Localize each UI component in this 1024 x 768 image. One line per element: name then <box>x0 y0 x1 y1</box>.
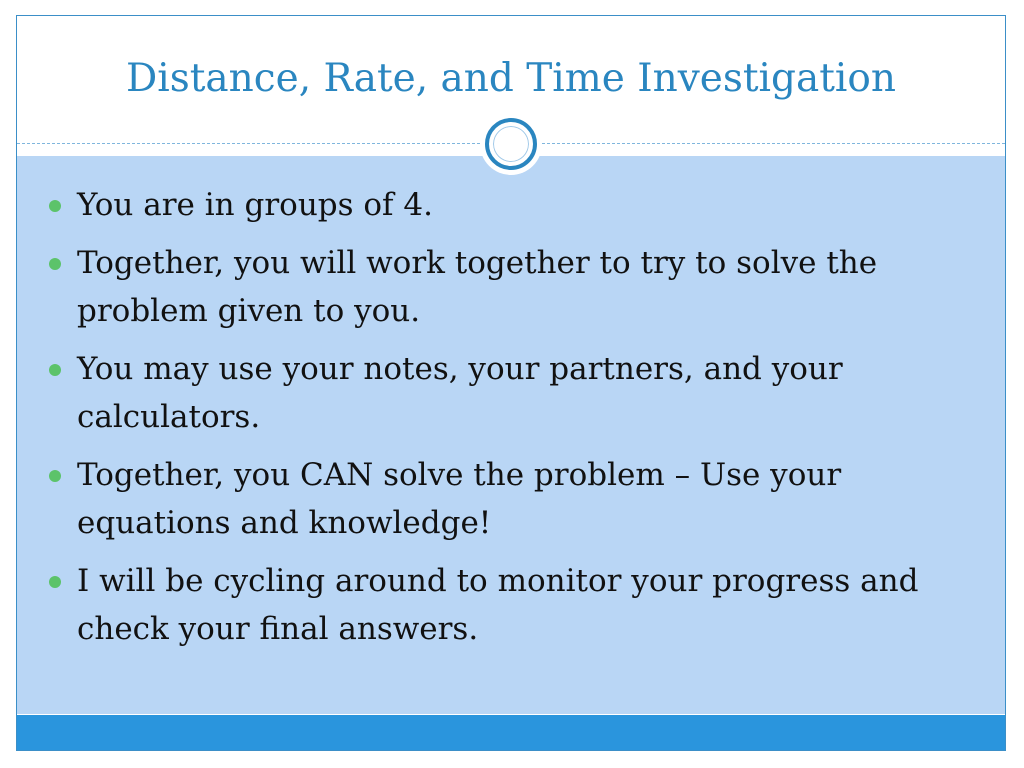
bullet-item <box>47 181 977 229</box>
bullet-item <box>47 239 977 335</box>
slide-title: Distance, Rate, and Time Investigation <box>125 56 896 101</box>
bullet-item <box>47 557 977 653</box>
bullet-item <box>47 451 977 547</box>
bullet-text: I will be cycling around to monitor your progress and check your final answers. <box>77 563 919 647</box>
bullet-item <box>47 345 977 441</box>
bullet-dot-icon <box>49 200 61 212</box>
bullet-dot-icon <box>49 576 61 588</box>
slide <box>16 15 1006 751</box>
footer-bar <box>17 715 1005 751</box>
bullet-text: You are in groups of 4. <box>77 187 433 223</box>
bullet-text: You may use your notes, your partners, and your calculators. <box>77 351 843 435</box>
bullet-dot-icon <box>49 470 61 482</box>
bullet-list <box>47 181 977 663</box>
bullet-dot-icon <box>49 258 61 270</box>
bullet-text: Together, you will work together to try to solve the problem given to you. <box>77 245 878 329</box>
ring-inner-icon <box>491 124 531 164</box>
bullet-dot-icon <box>49 364 61 376</box>
bullet-text: Together, you CAN solve the problem – Use your equations and knowledge! <box>77 457 842 541</box>
